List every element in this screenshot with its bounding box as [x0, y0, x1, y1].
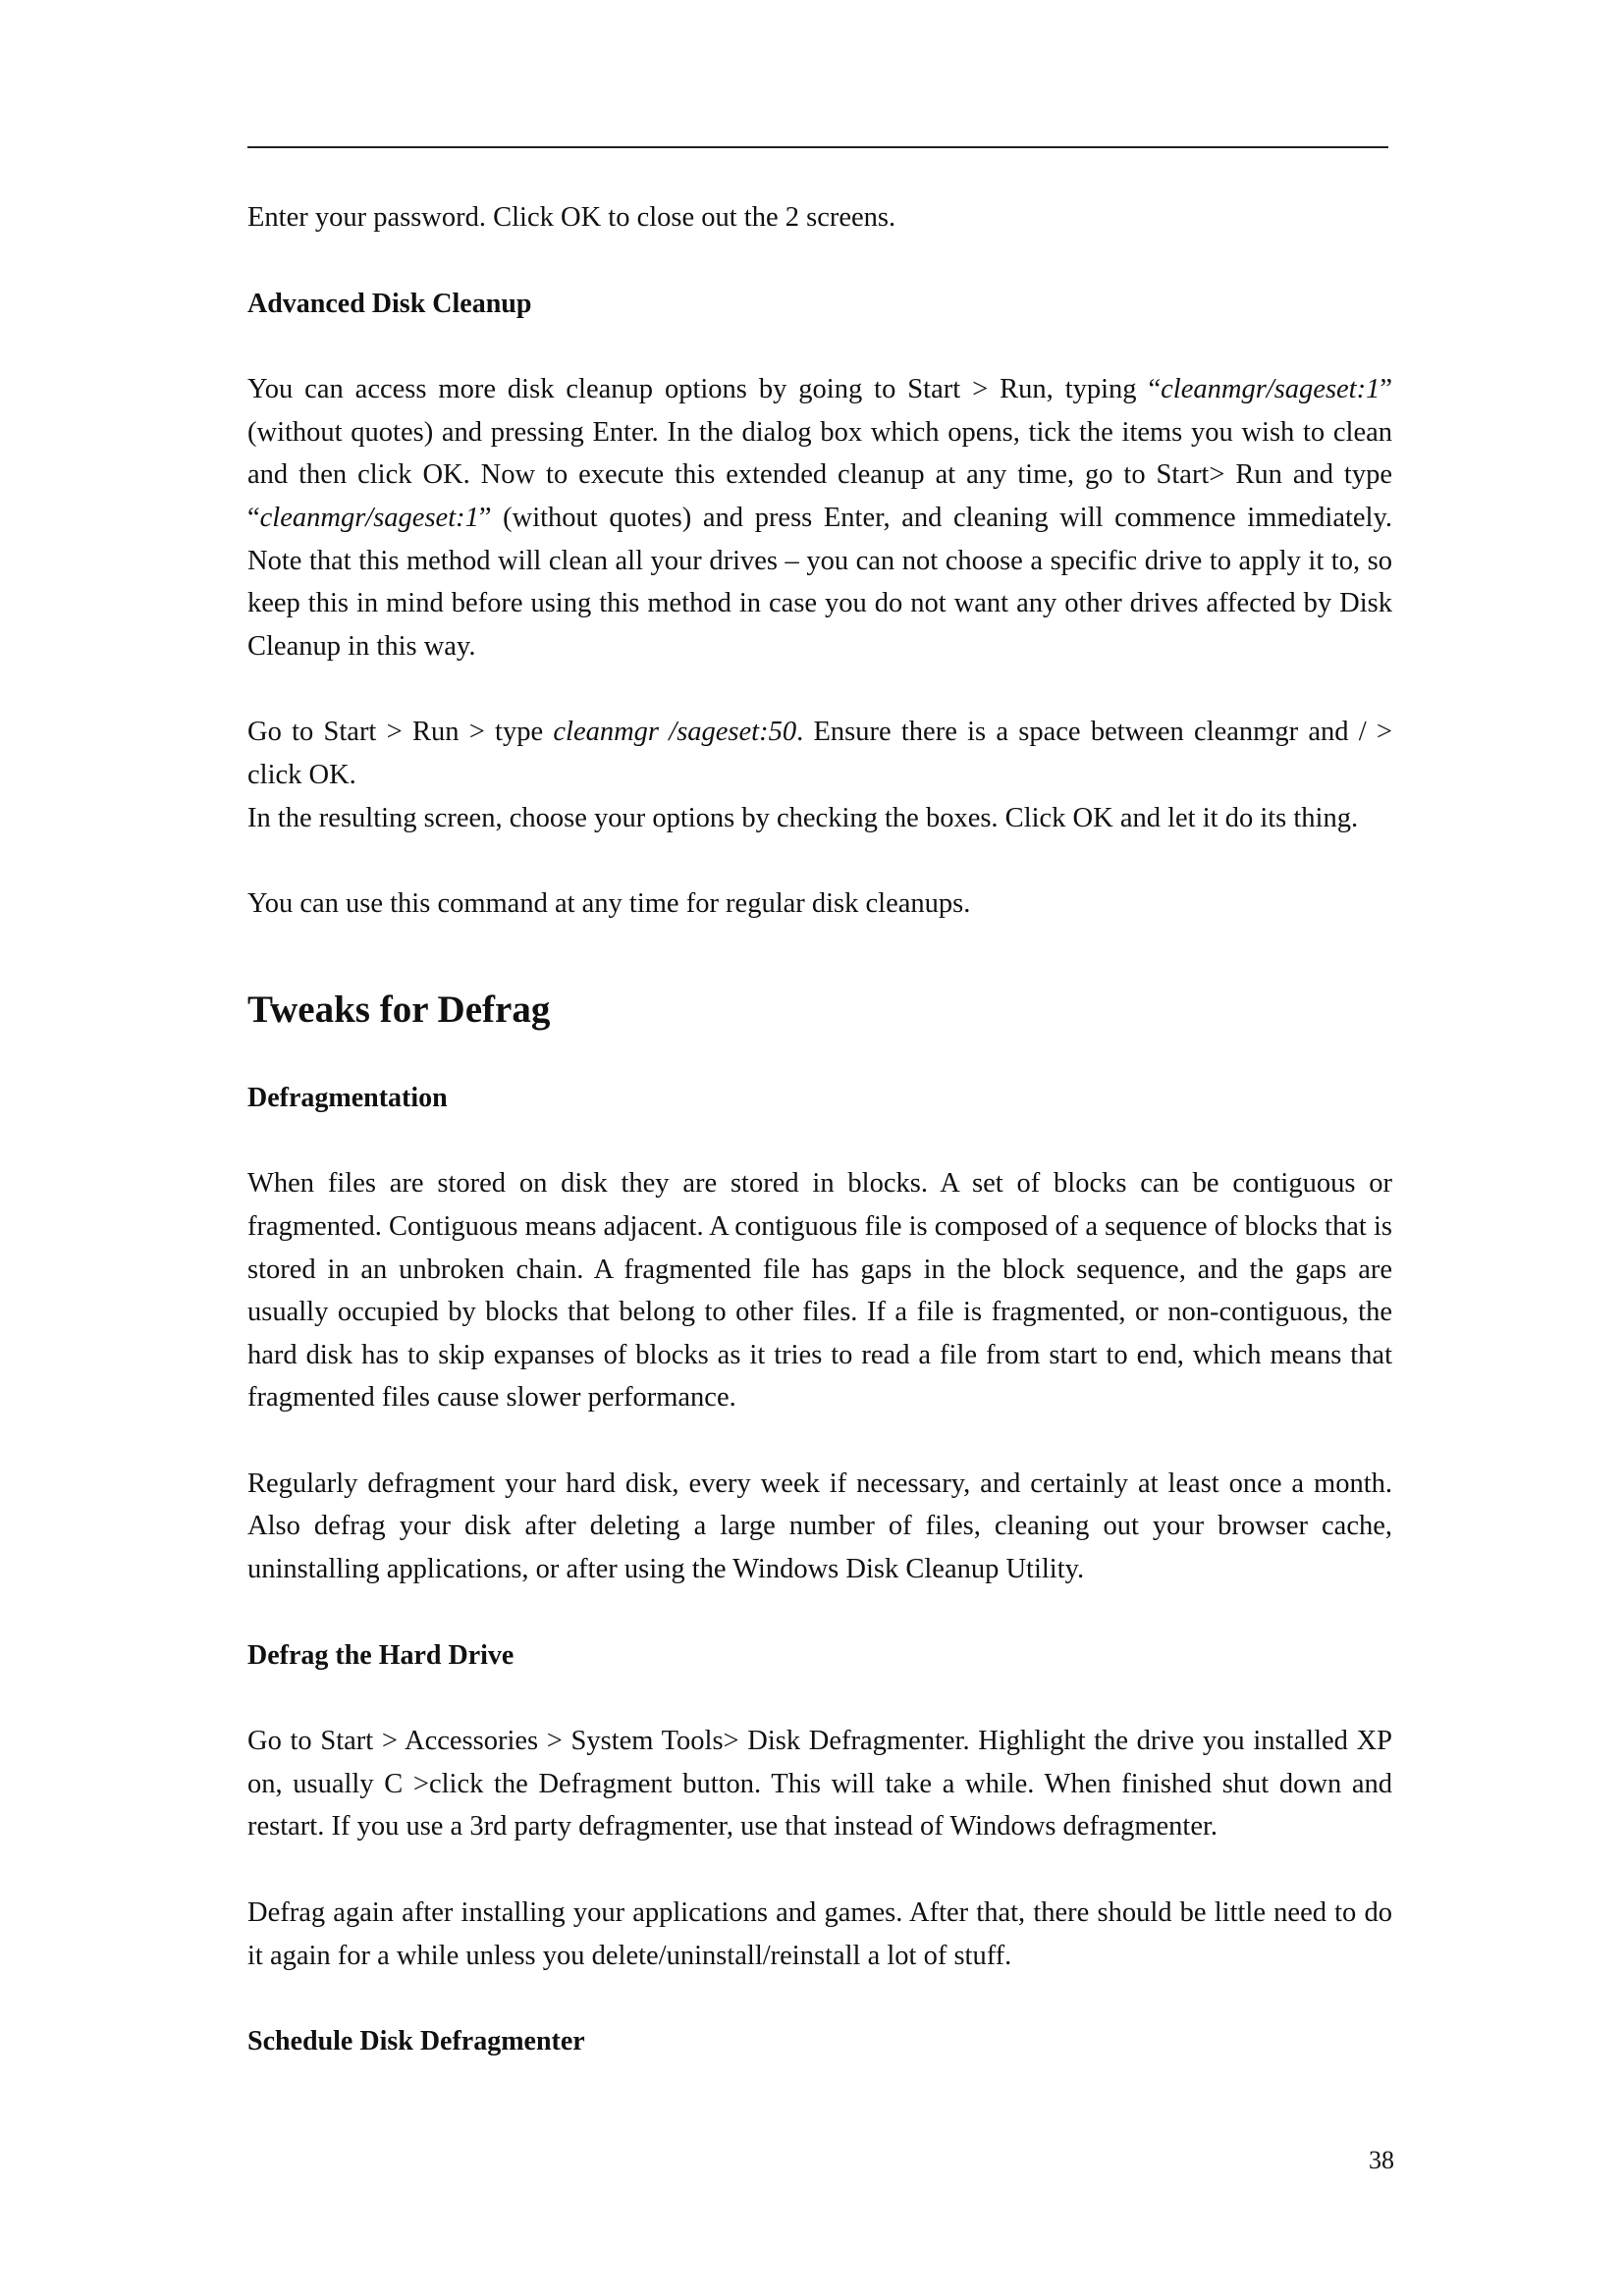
text-run: ” (without quotes) and press Enter, and cleaning will commence immediately. Note that this method will clean all your drives – you can not choose a specific drive to apply it to, so keep this in mind before using this method in case you do not want any other drives affected by Disk Cleanup in this way. [247, 502, 1392, 662]
command-text: cleanmgr/sageset:1 [259, 502, 479, 533]
heading-tweaks-for-defrag: Tweaks for Defrag [247, 988, 551, 1031]
advanced-cleanup-paragraph-4: You can use this command at any time for regular disk cleanups. [247, 888, 971, 920]
advanced-cleanup-paragraph-3: In the resulting screen, choose your options by checking the boxes. Click OK and let it do its thing. [247, 802, 1359, 833]
defrag-hard-drive-paragraph-1: Go to Start > Accessories > System Tools> Disk Defragmenter. Highlight the drive you installed XP on, usually C >click the Defragment button. This will take a while. When finished shut down and restart. If you use a 3rd party defragmenter, use that instead of Windows defragmenter. [247, 1726, 1392, 1842]
page-content [247, 196, 1392, 2063]
defrag-hard-drive-paragraph-2: Defrag again after installing your applications and games. After that, there should be little need to do it again for a while unless you delete/uninstall/reinstall a lot of stuff. [247, 1897, 1392, 1971]
heading-defrag-hard-drive: Defrag the Hard Drive [247, 1639, 514, 1671]
text-run: You can access more disk cleanup options by going to Start > Run, typing “ [247, 374, 1162, 405]
header-rule [247, 146, 1388, 148]
intro-paragraph: Enter your password. Click OK to close out the 2 screens. [247, 202, 896, 233]
command-text: cleanmgr/sageset:1 [1161, 374, 1380, 405]
advanced-cleanup-paragraph-1 [247, 368, 1392, 667]
heading-defragmentation: Defragmentation [247, 1082, 448, 1113]
defragmentation-paragraph-2: Regularly defragment your hard disk, every week if necessary, and certainly at least once a month. Also defrag your disk after deleting a large number of files, cleaning out your browser cache, uninstalling applications, or after using the Windows Disk Cleanup Utility. [247, 1468, 1392, 1585]
heading-advanced-disk-cleanup: Advanced Disk Cleanup [247, 288, 532, 319]
defragmentation-paragraph-1: When files are stored on disk they are stored in blocks. A set of blocks can be contiguous or fragmented. Contiguous means adjacent. A contiguous file is composed of a sequence of blocks that is stored in an unbroken chain. A fragmented file has gaps in the block sequence, and the gaps are usually occupied by blocks that belong to other files. If a file is fragmented, or non-contiguous, the hard disk has to skip expanses of blocks as it tries to read a file from start to end, which means that fragmented files cause slower performance. [247, 1168, 1392, 1414]
text-run: . Ensure there is a space between cleanmgr and / > click OK. [247, 717, 1392, 790]
heading-schedule-disk-defragmenter: Schedule Disk Defragmenter [247, 2026, 585, 2057]
text-run: Go to Start > Run > type [247, 717, 554, 748]
advanced-cleanup-paragraph-2 [247, 711, 1392, 796]
command-text: cleanmgr /sageset:50 [553, 717, 797, 748]
text-run: ” (without quotes) and pressing Enter. In the dialog box which opens, tick the items you wish to clean and then click OK. Now to execute this extended cleanup at any time, go to Start> Run and type “ [247, 374, 1392, 533]
page-number: 38 [1369, 2146, 1394, 2174]
